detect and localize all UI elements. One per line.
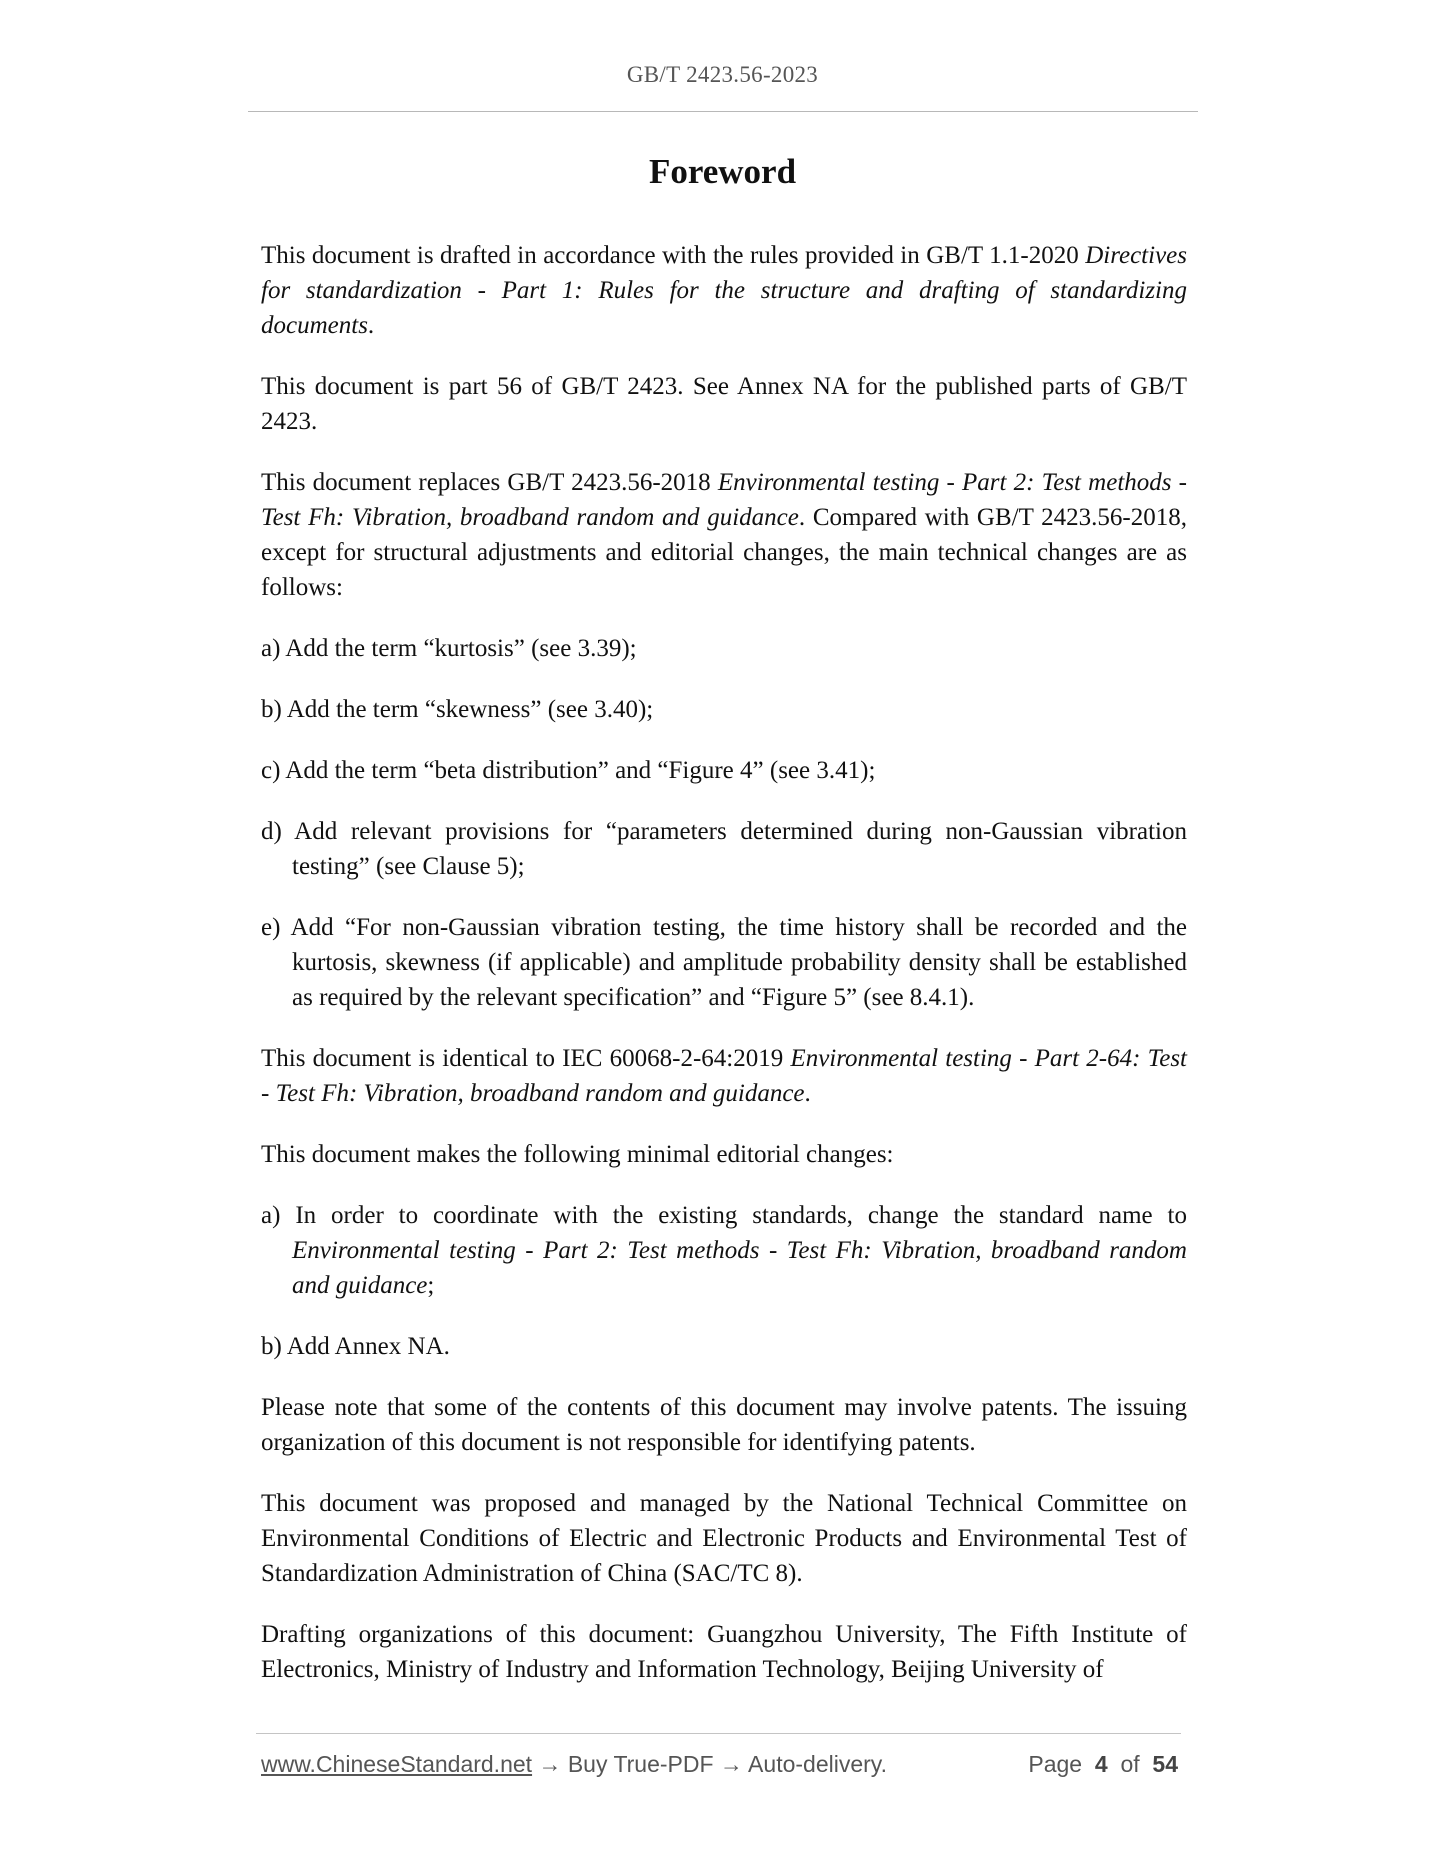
footer-divider [256,1733,1181,1734]
list-item-change-c: c) Add the term “beta distribution” and “Figure 4” (see 3.41); [261,757,876,784]
cited-title: Environmental testing - Part 2-64: Test - Test Fh: Vibration, broadband random and guidance [261,1045,1187,1107]
page-title: Foreword [648,152,797,191]
paragraph-replaces: This document replaces GB/T 2423.56-2018 Environmental testing - Part 2: Test methods - Test Fh: Vibration, broadband random and guidance. Compared with GB/T 2423.56-2018, except for structural adjustments and editorial changes, the main technical changes are as follows: [261,469,1187,601]
paragraph-patents: Please note that some of the contents of this document may involve patents. The issuing organization of this document is not responsible for identifying patents. [261,1394,1187,1456]
footer-promo-text: → Buy True-PDF → Auto-delivery. [532,1751,887,1777]
footer-site-link[interactable]: www.ChineseStandard.net [261,1751,533,1777]
list-item-edit-b: b) Add Annex NA. [261,1333,450,1360]
paragraph-identical: This document is identical to IEC 60068-2-64:2019 Environmental testing - Part 2-64: Test - Test Fh: Vibration, broadband random and guidance. [261,1045,1187,1107]
page-counter: Page 4 of 54 [1028,1751,1178,1777]
paragraph-editorial-changes: This document makes the following minimal editorial changes: [261,1141,894,1168]
document-body [261,238,1187,1713]
list-item-change-b: b) Add the term “skewness” (see 3.40); [261,696,654,723]
cited-title: Environmental testing - Part 2: Test methods - Test Fh: Vibration, broadband random and guidance [261,469,1187,531]
total-pages: 54 [1152,1751,1178,1777]
list-item-edit-a: a) In order to coordinate with the existing standards, change the standard name to Environmental testing - Part 2: Test methods - Test Fh: Vibration, broadband random and guidance; [261,1202,1187,1299]
list-item-change-a: a) Add the term “kurtosis” (see 3.39); [261,635,637,662]
cited-title: Directives for standardization - Part 1: Rules for the structure and drafting of standardizing documents [261,242,1187,339]
paragraph-part-info: This document is part 56 of GB/T 2423. See Annex NA for the published parts of GB/T 2423. [261,373,1187,435]
paragraph-drafting-rules: This document is drafted in accordance with the rules provided in GB/T 1.1-2020 Directives for standardization - Part 1: Rules for the structure and drafting of standardizing documents. [261,242,1187,339]
list-item-change-d: d) Add relevant provisions for “parameters determined during non-Gaussian vibration testing” (see Clause 5); [261,818,1187,880]
header-standard-code: GB/T 2423.56-2023 [626,62,819,87]
paragraph-drafting-orgs: Drafting organizations of this document: Guangzhou University, The Fifth Institute of Electronics, Ministry of Industry and Information Technology, Beijing University of [261,1621,1187,1683]
footer-promo [261,1751,887,1778]
current-page-number: 4 [1094,1751,1108,1777]
paragraph-proposed-by: This document was proposed and managed by the National Technical Committee on Environmental Conditions of Electric and Electronic Products and Environmental Test of Standardization Administration of China (SAC/TC 8). [261,1490,1187,1587]
header-divider [248,111,1198,112]
list-item-change-e: e) Add “For non-Gaussian vibration testing, the time history shall be recorded and the kurtosis, skewness (if applicable) and amplitude probability density shall be established as required by the relevant specification” and “Figure 5” (see 8.4.1). [261,914,1187,1011]
page-footer [261,1751,1181,1783]
cited-title: Environmental testing - Part 2: Test methods - Test Fh: Vibration, broadband random and guidance [292,1237,1187,1299]
